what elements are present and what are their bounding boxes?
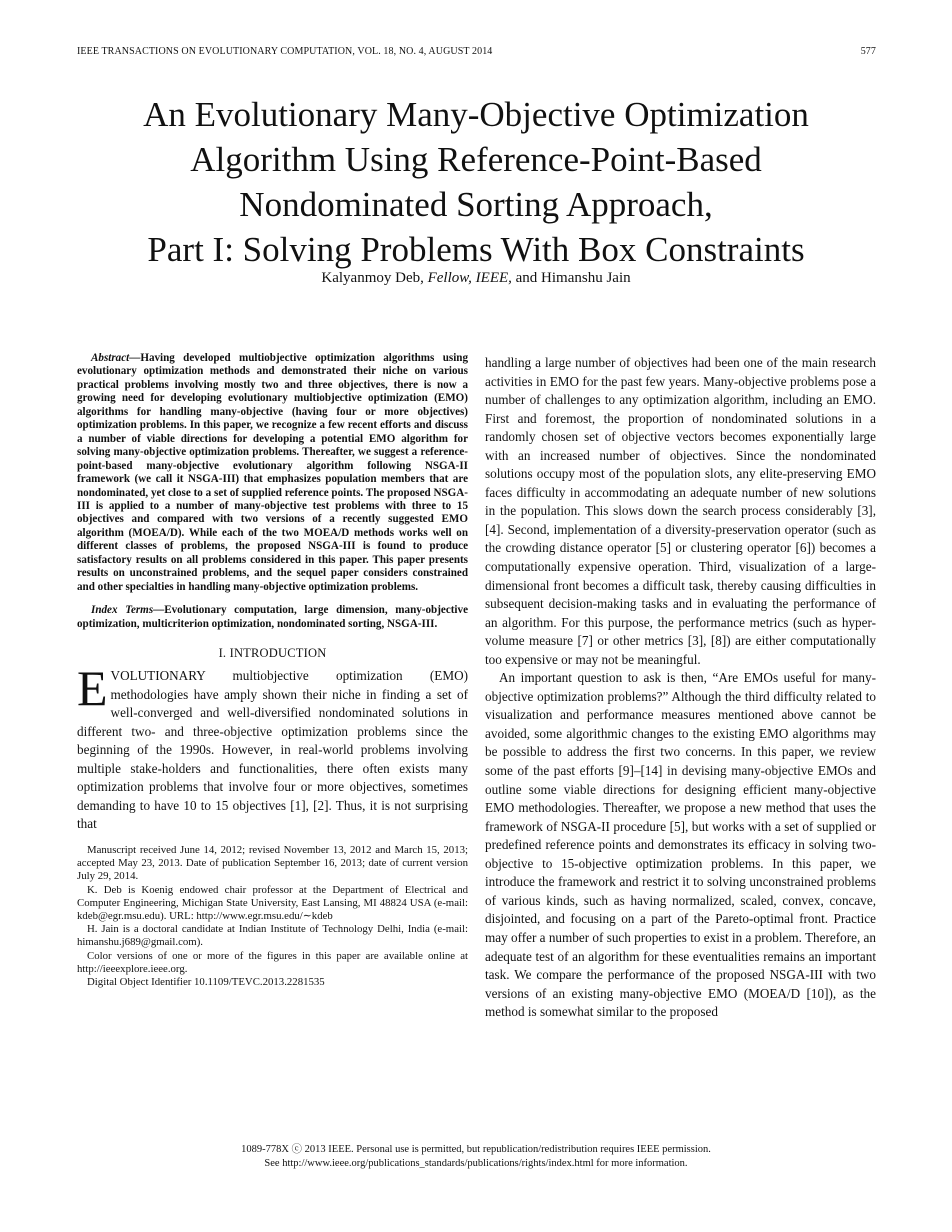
author-affiliation: Fellow, IEEE, [427, 270, 512, 286]
footnote: K. Deb is Koenig endowed chair professor at the Department of Electrical and Computer Engineering, Michigan State University, East Lansing, MI 48824 USA (e-mail: kdeb@egr.msu.edu). URL: http://www.egr.msu.edu/∼kdeb [77, 883, 468, 922]
index-terms-text: —Evolutionary computation, large dimension, many-objective optimization, multicriterion optimization, nondominated sorting, NSGA-III. [77, 604, 468, 630]
index-terms [77, 604, 468, 631]
journal-name: IEEE TRANSACTIONS ON EVOLUTIONARY COMPUTATION, VOL. 18, NO. 4, AUGUST 2014 [77, 46, 493, 57]
footnote: Digital Object Identifier 10.1109/TEVC.2013.2281535 [87, 976, 325, 989]
running-header [77, 46, 876, 60]
intro-paragraph [77, 660, 468, 834]
abstract-text: —Having developed multiobjective optimization algorithms using evolutionary optimization methods and demonstrated their niche on various practical problems involving mostly two and three objectives, there is now a growing need for developing evolutionary multiobjective optimization (EMO) algorithms for handling many-objective (having four or more objectives) optimization problems. In this paper, we recognize a few recent efforts and discuss a number of viable directions for developing a potential EMO algorithm for solving many-objective optimization problems. Thereafter, we suggest a reference-point-based many-objective evolutionary algorithm following NSGA-II framework (we call it NSGA-III) that emphasizes population members that are nondominated, yet close to a set of supplied reference points. The proposed NSGA-III is applied to a number of many-objective test problems with three to 15 objectives and compared with two versions of a recently suggested EMO algorithm (MOEA/D). While each of the two MOEA/D methods works well on different classes of problems, the proposed NSGA-III is found to produce satisfactory results on all problems considered in this paper. This paper presents results on unconstrained problems, and the sequel paper considers constrained and other specialties in handling many-objective optimization problems. [77, 352, 468, 593]
copyright-line: 1089-778X ⓒ 2013 IEEE. Personal use is permitted, but republication/redistribution requires IEEE permission. [241, 1144, 711, 1155]
author-line [60, 270, 892, 287]
index-terms-label: Index Terms [91, 604, 154, 617]
body-paragraph: An important question to ask is then, “Are EMOs useful for many-objective optimization problems?” Although the third difficulty related to visualization and performance measures mentioned above cannot be avoided, some algorithmic changes to the existing EMO algorithms may be possible to address the first two concerns. In this paper, we review some of the past efforts [9]–[14] in devising many-objective EMOs and outline some viable directions for designing efficient many-objective EMO methodologies. Thereafter, we propose a new method that uses the framework of NSGA-II procedure [5], but works with a set of supplied or predefined reference points and demonstrates its efficacy in solving two-objective to 15-objective optimization problems. In this paper, we introduce the framework and restrict it to solving unconstrained problems of various kinds, such as having normalized, scaled, convex, concave, disjointed, and focusing on a part of the Pareto-optimal front. Practice may offer a number of such properties to exist in a problem. Therefore, an adequate test of an algorithm for these eventualities remains an important task. We compare the performance of the proposed NSGA-III with two versions of an existing many-objective EMO (MOEA/D [10]), as the method is somewhat similar to the proposed [485, 670, 876, 1020]
section-heading-initial: I [229, 646, 234, 661]
section-heading-rest: NTRODUCTION [233, 646, 327, 661]
body-paragraph: handling a large number of objectives had been one of the main research activities in EMO for the past few years. Many-objective problems pose a number of challenges to any optimization algorithm, including an EMO. First and foremost, the proportion of nondominated solutions in a randomly chosen set of objective vectors becomes exponentially large with an increased number of objectives. Since the nondominated solutions occupy most of the population slots, any elite-preserving EMO faces difficulty in accommodating an adequate number of new solutions in the population. This slows down the search process considerably [3], [4]. Second, implementation of a diversity-preservation operator (such as the crowding distance operator [5] or clustering operator [6]) becomes a computationally expensive operation. Third, visualization of a large-dimensional front becomes a difficult task, thereby causing difficulties in subsequent decision-making tasks and in evaluating the performance of an algorithm. For this purpose, the performance metrics (such as hyper-volume measure [7] or other metrics [3], [8]) are either computationally too expensive or may not be meaningful. [485, 355, 876, 667]
right-column [485, 354, 876, 1022]
title-line: Algorithm Using Reference-Point-Based [190, 140, 762, 179]
abstract-label: Abstract [91, 352, 130, 364]
title-line: An Evolutionary Many-Objective Optimization [143, 95, 809, 134]
page-number: 577 [860, 46, 876, 57]
author-first: Kalyanmoy Deb, [321, 270, 424, 286]
title-line: Part I: Solving Problems With Box Constraints [147, 230, 805, 269]
footnote: H. Jain is a doctoral candidate at Indian Institute of Technology Delhi, India (e-mail: himanshu.j689@gmail.com). [77, 923, 468, 949]
author-rest: and Himanshu Jain [515, 270, 631, 286]
intro-text: multiobjective optimization (EMO) methodologies have amply shown their niche in finding a set of well-converged and well-diversified nondominated solutions in different two- and three-objective optimization problems since the beginning of the 1990s. However, in real-world problems involving multiple stake-holders and functionalities, there often exists many optimization problems that involve four or more objectives, sometimes demanding to have 10 to 15 objectives [1], [2]. Thus, it is not surprising that [77, 668, 468, 832]
drop-cap: E [77, 660, 108, 717]
lead-word: VOLUTIONARY [110, 668, 206, 684]
section-numeral: I. [218, 646, 230, 661]
footnote: Color versions of one or more of the figures in this paper are available online at http://ieeexplore.ieee.org. [77, 949, 468, 975]
footnotes [77, 844, 468, 989]
abstract [77, 352, 468, 594]
copyright-line: See http://www.ieee.org/publications_standards/publications/rights/index.html for more information. [264, 1158, 688, 1169]
copyright-notice [60, 1143, 892, 1171]
left-column [77, 352, 468, 989]
footnote: Manuscript received June 14, 2012; revised November 13, 2012 and March 15, 2013; accepted May 23, 2013. Date of publication September 16, 2013; date of current version July 29, 2014. [77, 843, 468, 883]
section-heading [77, 646, 468, 661]
title-line: Nondominated Sorting Approach, [239, 185, 713, 224]
paper-title [60, 92, 892, 272]
